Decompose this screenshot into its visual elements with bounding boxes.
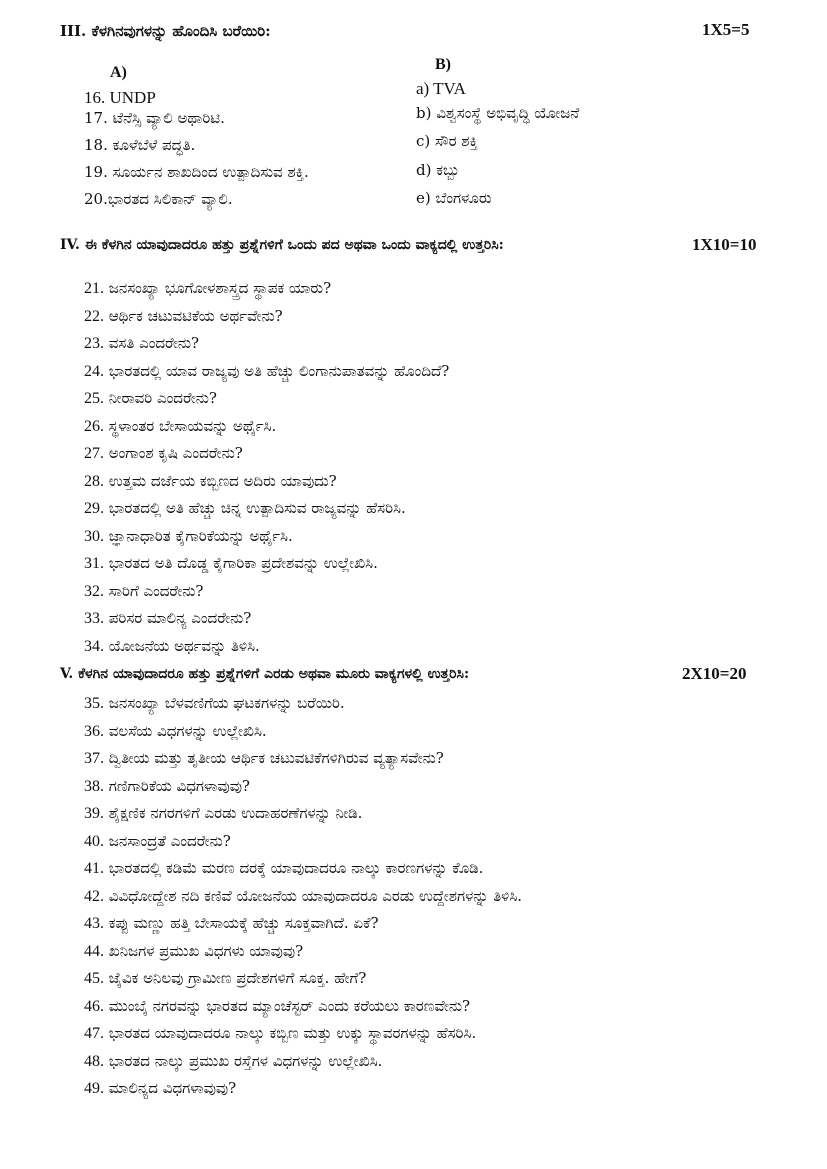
question-item [84, 993, 522, 1021]
question-number: 22. [84, 307, 104, 325]
question-item [84, 718, 522, 746]
question-number: 42. [84, 887, 104, 905]
question-number: 39. [84, 805, 104, 822]
question-text: ನೀರಾವರಿ ಎಂದರೇನು? [108, 389, 217, 407]
match-item-19: 19. ಸೂರ್ಯನ ಶಾಖದಿಂದ ಉತ್ಪಾದಿಸುವ ಶಕ್ತಿ. [84, 163, 309, 181]
question-item [84, 690, 522, 718]
question-item [84, 965, 522, 993]
question-text: ದ್ವಿತೀಯ ಮತ್ತು ತೃತೀಯ ಆರ್ಥಿಕ ಚಟುವಟಿಕೆಗಳಿಗಿರುವ ವ್ಯತ್ಯಾಸವೇನು? [108, 749, 444, 767]
question-number: 30. [84, 527, 104, 545]
question-item [84, 1048, 522, 1076]
question-item [84, 275, 449, 303]
question-text: ಭಾರತದ ಅತಿ ದೊಡ್ಡ ಕೈಗಾರಿಕಾ ಪ್ರದೇಶವನ್ನು ಉಲ್ಲೇಖಿಸಿ. [108, 554, 378, 572]
section-5-heading: V. ಕೆಳಗಿನ ಯಾವುದಾದರೂ ಹತ್ತು ಪ್ರಶ್ನೆಗಳಿಗೆ ಎರಡು ಅಥವಾ ಮೂರು ವಾಕ್ಯಗಳಲ್ಲಿ ಉತ್ತರಿಸಿ: [60, 666, 470, 682]
question-item [84, 550, 449, 578]
question-item [84, 745, 522, 773]
question-text: ಸಾರಿಗೆ ಎಂದರೇನು? [108, 581, 204, 600]
question-item [84, 828, 522, 856]
question-number: 32. [84, 582, 104, 600]
question-item [84, 358, 449, 386]
question-text: ವಲಸೆಯ ವಿಧಗಳನ್ನು ಉಲ್ಲೇಖಿಸಿ. [108, 721, 267, 740]
question-item [84, 800, 522, 828]
question-number: 48. [84, 1052, 104, 1070]
section-3-heading: III. ಕೆಳಗಿನವುಗಳನ್ನು ಹೊಂದಿಸಿ ಬರೆಯಿರಿ: [60, 22, 271, 40]
question-text: ಭಾರತದ ನಾಲ್ಕು ಪ್ರಮುಖ ರಸ್ತೆಗಳ ವಿಧಗಳನ್ನು ಉಲ್ಲೇಖಿಸಿ. [108, 1051, 383, 1070]
question-number: 35. [84, 695, 104, 712]
question-item [84, 468, 449, 496]
question-text: ಖನಿಜಗಳ ಪ್ರಮುಖ ವಿಧಗಳು ಯಾವುವು? [108, 941, 304, 960]
question-number: 41. [84, 860, 104, 877]
question-text: ಭಾರತದಲ್ಲಿ ಅತಿ ಹೆಚ್ಚು ಚಿನ್ನ ಉತ್ಪಾದಿಸುವ ರಾಜ್ಯವನ್ನು ಹೆಸರಿಸಿ. [108, 499, 406, 517]
section-4-questions [84, 275, 449, 660]
question-text: ಕಪ್ಪು ಮಣ್ಣು ಹತ್ತಿ ಬೇಸಾಯಕ್ಕೆ ಹೆಚ್ಚು ಸೂಕ್ತವಾಗಿದೆ. ಏಕೆ? [108, 914, 379, 932]
question-text: ಸ್ಥಳಾಂತರ ಬೇಸಾಯವನ್ನು ಅರ್ಥೈಸಿ. [108, 416, 277, 435]
section-3-marks: 1X5=5 [702, 20, 750, 39]
question-number: 40. [84, 832, 104, 850]
question-text: ಜನಸಂಖ್ಯಾ ಭೂಗೋಳಶಾಸ್ತ್ರದ ಸ್ಥಾಪಕ ಯಾರು? [108, 279, 332, 297]
section-4-marks: 1X10=10 [692, 235, 757, 254]
question-item [84, 330, 449, 358]
question-text: ಜೈವಿಕ ಅನಿಲವು ಗ್ರಾಮೀಣ ಪ್ರದೇಶಗಳಿಗೆ ಸೂಕ್ತ. ಹೇಗೆ? [108, 969, 367, 987]
question-number: 23. [84, 335, 104, 352]
question-text: ಗಣಿಗಾರಿಕೆಯ ವಿಧಗಳಾವುವು? [108, 776, 250, 795]
question-number: 31. [84, 555, 104, 572]
question-item [84, 1075, 522, 1103]
question-number: 44. [84, 942, 104, 960]
column-b-label: B) [435, 56, 451, 73]
question-number: 47. [84, 1025, 104, 1042]
question-text: ಅಂಗಾಂಶ ಕೃಷಿ ಎಂದರೇನು? [108, 444, 243, 462]
question-item [84, 413, 449, 441]
question-text: ವಿವಿಧೋದ್ದೇಶ ನದಿ ಕಣಿವೆ ಯೋಜನೆಯ ಯಾವುದಾದರೂ ಎರಡು ಉದ್ದೇಶಗಳನ್ನು ತಿಳಿಸಿ. [108, 886, 523, 905]
question-number: 28. [84, 472, 104, 490]
question-number: 43. [84, 915, 104, 932]
question-item [84, 633, 449, 661]
question-number: 38. [84, 777, 104, 795]
match-option-d: d) ಕಬ್ಬು [416, 161, 460, 179]
match-option-b: b) ವಿಶ್ವಸಂಸ್ಥೆ ಅಭಿವೃದ್ಧಿ ಯೋಜನೆ [416, 104, 580, 122]
question-number: 49. [84, 1080, 104, 1097]
question-text: ಭಾರತದಲ್ಲಿ ಯಾವ ರಾಜ್ಯವು ಅತಿ ಹೆಚ್ಚು ಲಿಂಗಾನುಪಾತವನ್ನು ಹೊಂದಿದೆ? [108, 361, 450, 380]
question-number: 33. [84, 610, 104, 627]
question-number: 27. [84, 445, 104, 462]
question-text: ಭಾರತದಲ್ಲಿ ಕಡಿಮೆ ಮರಣ ದರಕ್ಕೆ ಯಾವುದಾದರೂ ನಾಲ್ಕು ಕಾರಣಗಳನ್ನು ಕೊಡಿ. [108, 859, 484, 877]
question-number: 36. [84, 722, 104, 740]
question-item [84, 523, 449, 551]
question-number: 37. [84, 750, 104, 767]
question-item [84, 605, 449, 633]
question-item [84, 385, 449, 413]
question-text: ಜನಸಾಂದ್ರತೆ ಎಂದರೇನು? [108, 831, 231, 850]
question-item [84, 1020, 522, 1048]
question-text: ಭಾರತದ ಯಾವುದಾದರೂ ನಾಲ್ಕು ಕಬ್ಬಿಣ ಮತ್ತು ಉಕ್ಕು ಸ್ಥಾವರಗಳನ್ನು ಹೆಸರಿಸಿ. [108, 1024, 477, 1042]
question-number: 24. [84, 362, 104, 380]
match-item-18: 18. ಕೂಳೆಬೆಳೆ ಪದ್ಧತಿ. [84, 136, 196, 154]
column-a-label: A) [110, 64, 127, 81]
question-number: 45. [84, 970, 104, 987]
question-item [84, 495, 449, 523]
match-item-20: 20.ಭಾರತದ ಸಿಲಿಕಾನ್ ವ್ಯಾಲಿ. [84, 190, 233, 208]
section-4-heading: IV. ಈ ಕೆಳಗಿನ ಯಾವುದಾದರೂ ಹತ್ತು ಪ್ರಶ್ನೆಗಳಿಗೆ ಒಂದು ಪದ ಅಥವಾ ಒಂದು ವಾಕ್ಯದಲ್ಲಿ ಉತ್ತರಿಸಿ: [60, 237, 504, 253]
match-option-e: e) ಬೆಂಗಳೂರು [416, 189, 492, 207]
question-text: ಜ್ಞಾನಾಧಾರಿತ ಕೈಗಾರಿಕೆಯನ್ನು ಅರ್ಥೈಸಿ. [108, 526, 293, 545]
question-number: 34. [84, 637, 104, 655]
question-item [84, 440, 449, 468]
question-number: 29. [84, 500, 104, 517]
question-item [84, 578, 449, 606]
question-item [84, 910, 522, 938]
question-text: ವಸತಿ ಎಂದರೇನು? [108, 334, 200, 352]
question-item [84, 773, 522, 801]
match-option-a: a) TVA [416, 79, 466, 98]
question-number: 46. [84, 997, 104, 1015]
question-text: ಶೈಕ್ಷಣಿಕ ನಗರಗಳಿಗೆ ಎರಡು ಉದಾಹರಣೆಗಳನ್ನು ನೀಡಿ. [108, 804, 363, 822]
question-number: 21. [84, 280, 104, 297]
question-item [84, 303, 449, 331]
question-number: 25. [84, 390, 104, 407]
match-item-17: 17. ಟೆನೆಸ್ಸಿ ವ್ಯಾಲಿ ಅಥಾರಿಟಿ. [84, 109, 225, 127]
match-option-c: c) ಸೌರ ಶಕ್ತಿ [416, 132, 478, 150]
question-item [84, 883, 522, 911]
question-text: ಮುಂಬೈ ನಗರವನ್ನು ಭಾರತದ ಮ್ಯಾಂಚೆಸ್ಟರ್ ಎಂದು ಕರೆಯಲು ಕಾರಣವೇನು? [108, 996, 471, 1015]
question-number: 26. [84, 417, 104, 435]
section-5-marks: 2X10=20 [682, 664, 747, 683]
question-text: ಪರಿಸರ ಮಾಲಿನ್ಯ ಎಂದರೇನು? [108, 609, 252, 627]
question-text: ಉತ್ತಮ ದರ್ಜೆಯ ಕಬ್ಬಿಣದ ಅದಿರು ಯಾವುದು? [108, 471, 337, 490]
match-item-16: 16. UNDP [84, 88, 156, 107]
question-text: ಆರ್ಥಿಕ ಚಟುವಟಿಕೆಯ ಅರ್ಥವೇನು? [108, 306, 283, 325]
question-item [84, 938, 522, 966]
question-text: ಯೋಜನೆಯ ಅರ್ಥವನ್ನು ತಿಳಿಸಿ. [108, 636, 260, 655]
question-item [84, 855, 522, 883]
section-5-questions [84, 690, 522, 1103]
question-text: ಮಾಲಿನ್ಯದ ವಿಧಗಳಾವುವು? [108, 1079, 237, 1097]
question-text: ಜನಸಂಖ್ಯಾ ಬೆಳವಣಿಗೆಯ ಘಟಕಗಳನ್ನು ಬರೆಯಿರಿ. [108, 694, 345, 712]
